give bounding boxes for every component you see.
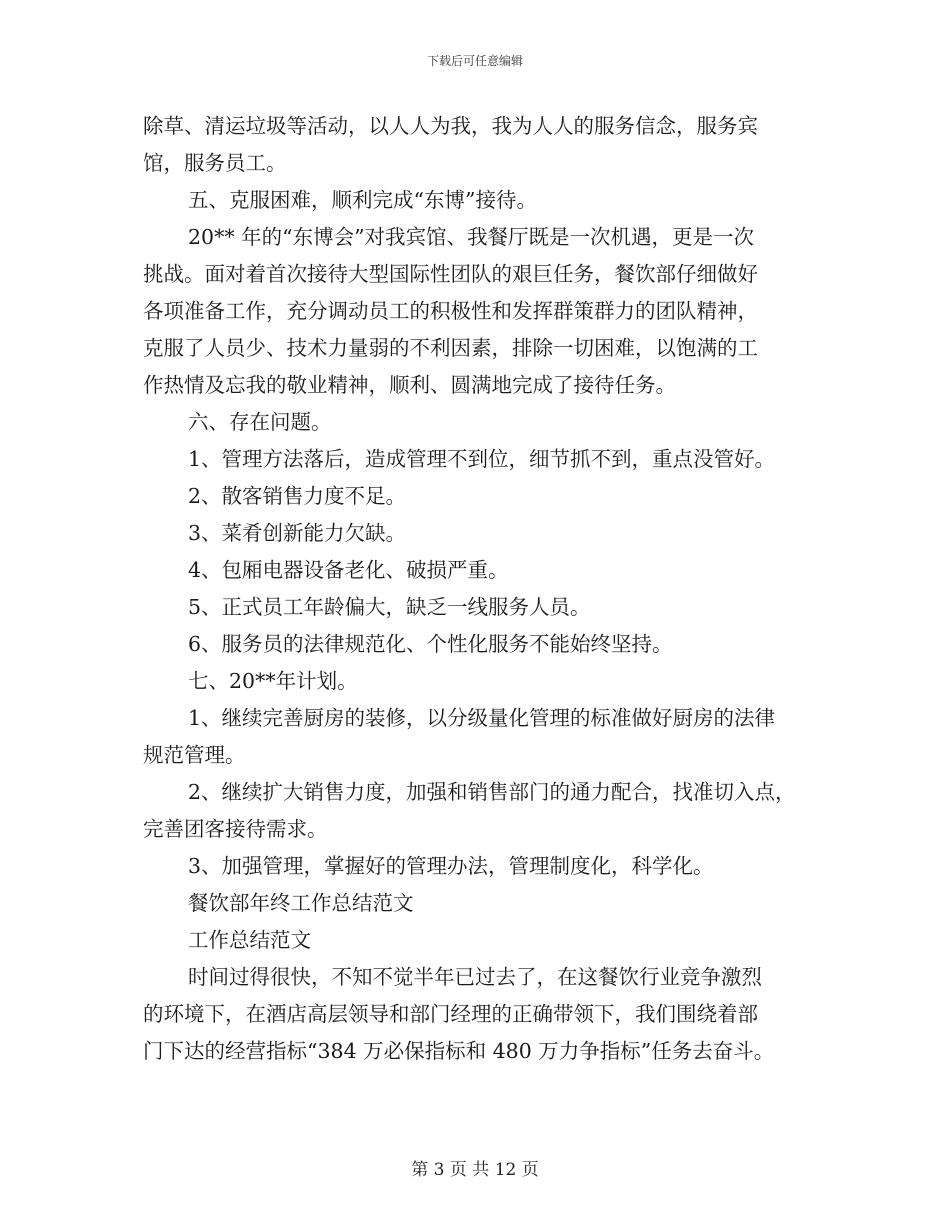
text-line: 挑战。面对着首次接待大型国际性团队的艰巨任务，餐饮部仔细做好 [143,262,758,286]
text-line: 餐饮部年终工作总结范文 [188,891,414,915]
text-line: 克服了人员少、技术力量弱的不利因素，排除一切困难，以饱满的工 [143,336,758,360]
text-line: 2、继续扩大销售力度，加强和销售部门的通力配合，找准切入点， [188,780,796,804]
text-line: 3、菜肴创新能力欠缺。 [188,521,407,545]
text-line: 1、管理方法落后，造成管理不到位，细节抓不到，重点没管好。 [188,447,776,471]
text-line: 五、克服困难，顺利完成“东博”接待。 [188,188,537,212]
text-line: 时间过得很快，不知不觉半年已过去了，在这餐饮行业竞争激烈 [188,965,762,989]
text-line: 的环境下，在酒店高层领导和部门经理的正确带领下，我们围绕着部 [143,1002,758,1026]
text-line: 除草、清运垃圾等活动，以人人为我，我为人人的服务信念，服务宾 [143,114,758,138]
text-line: 5、正式员工年龄偏大，缺乏一线服务人员。 [188,595,591,619]
text-line: 馆，服务员工。 [143,151,287,175]
page-header: 下载后可任意编辑 [426,54,523,68]
text-line: 6、服务员的法律规范化、个性化服务不能始终坚持。 [188,632,673,656]
text-line: 3、加强管理，掌握好的管理办法，管理制度化，科学化。 [188,854,714,878]
text-line: 1、继续完善厨房的装修，以分级量化管理的标准做好厨房的法律 [188,706,776,730]
text-line: 2、散客销售力度不足。 [188,484,407,508]
text-line: 20** 年的“东博会”对我宾馆、我餐厅既是一次机遇，更是一次 [188,225,755,249]
text-line: 完善团客接待需求。 [143,817,328,841]
text-line: 六、存在问题。 [188,410,332,434]
text-line: 作热情及忘我的敬业精神，顺利、圆满地完成了接待任务。 [143,373,676,397]
text-line: 规范管理。 [143,743,246,767]
page-footer: 第 3 页 共 12 页 [411,1160,539,1180]
text-line: 七、20**年计划。 [188,669,358,693]
text-line: 工作总结范文 [188,928,311,952]
text-line: 各项准备工作，充分调动员工的积极性和发挥群策群力的团队精神， [143,299,758,323]
text-line: 门下达的经营指标“384 万必保指标和 480 万力争指标”任务去奋斗。 [143,1039,775,1063]
document-body [143,108,807,1070]
text-line: 4、包厢电器设备老化、破损严重。 [188,558,509,582]
